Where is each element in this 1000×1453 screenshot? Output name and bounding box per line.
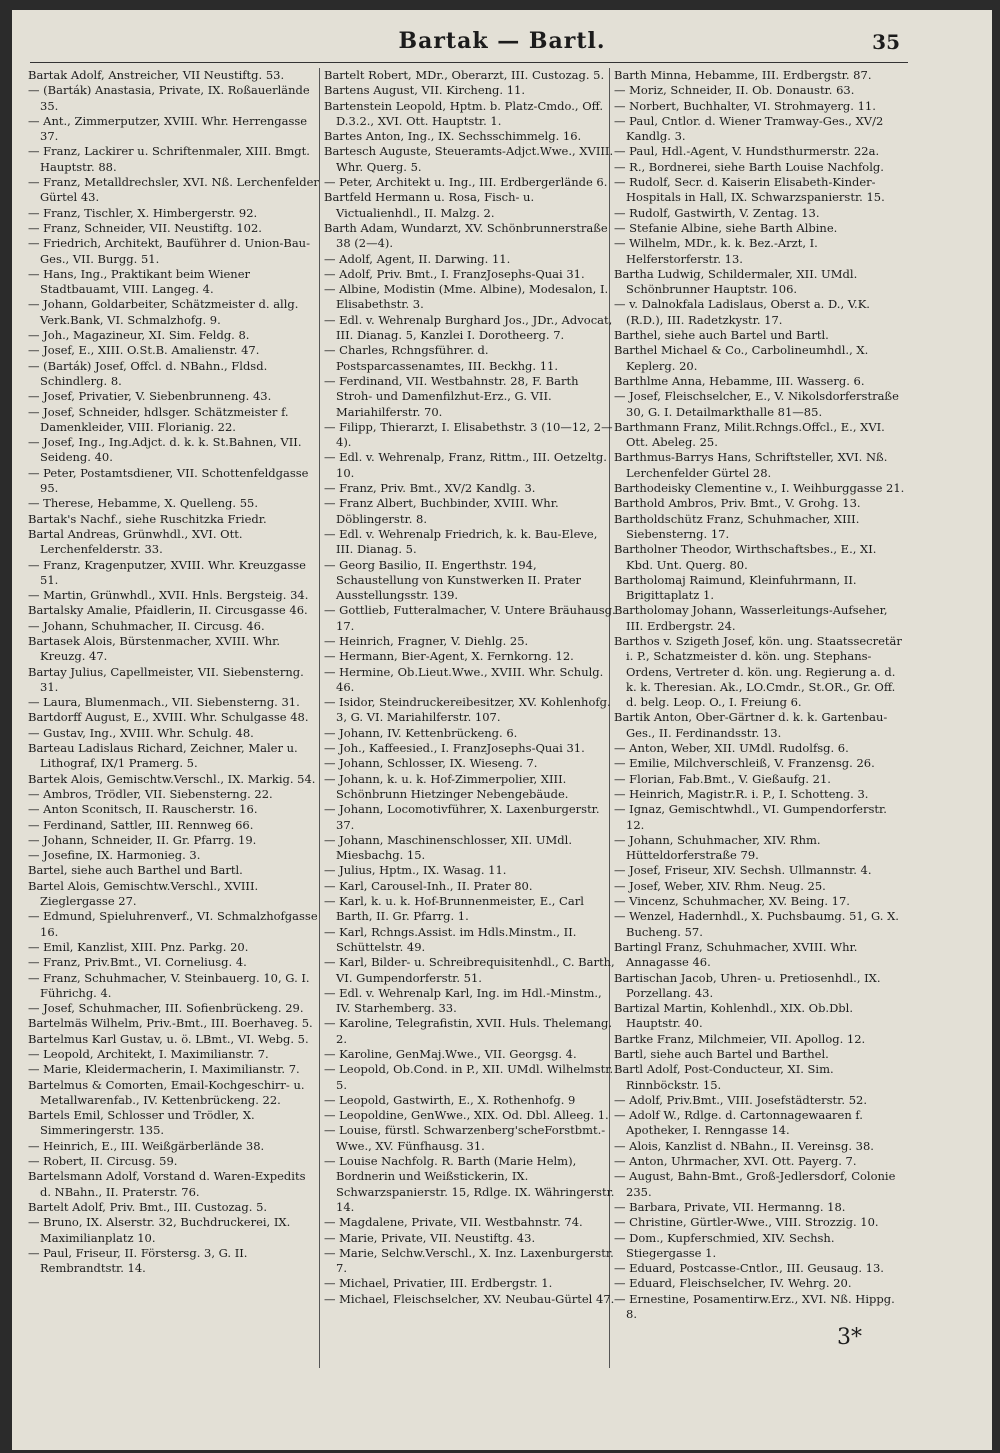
directory-entry: — Alois, Kanzlist d. NBahn., II. Vereinsg. 38. xyxy=(614,1138,874,1153)
directory-entry: — Louise Nachfolg. R. Barth (Marie Helm), Bordnerin und Weißstickerin, IX. Schwarzspanierstr. 15, Rdlge. IX. Währingerstr. 14. xyxy=(324,1154,615,1214)
directory-entry: Bartholomaj Raimund, Kleinfuhrmann, II. Brigittaplatz 1. xyxy=(614,572,857,603)
directory-entry: — Adolf W., Rdlge. d. Cartonnagewaaren f. Apotheker, I. Renngasse 14. xyxy=(614,1108,863,1138)
directory-entry: — Franz, Priv.Bmt., VI. Corneliusg. 4. xyxy=(28,955,247,970)
directory-entry: Barteau Ladislaus Richard, Zeichner, Maler u. Lithograf, IX/1 Pramerg. 5. xyxy=(28,741,298,771)
directory-entry: — Vincenz, Schuhmacher, XV. Being. 17. xyxy=(614,894,850,909)
directory-entry: — Rudolf, Secr. d. Kaiserin Elisabeth-Kinder-Hospitals in Hall, IX. Schwarzspanierstr. 15. xyxy=(614,175,885,205)
directory-entry: — Johann, Schuhmacher, II. Circusg. 46. xyxy=(28,618,265,633)
directory-entry: Barth Adam, Wundarzt, XV. Schönbrunnerstraße 38 (2—4). xyxy=(324,220,608,251)
directory-entry: Barthmus-Barrys Hans, Schriftsteller, XVI. Nß. Lerchenfelder Gürtel 28. xyxy=(614,450,888,480)
column-left xyxy=(28,68,320,1368)
directory-entry: — Hermine, Ob.Lieut.Wwe., XVIII. Whr. Schulg. 46. xyxy=(324,664,604,694)
directory-entry: — Isidor, Steindruckereibesitzer, XV. Kohlenhofg. 3, G. VI. Mariahilferstr. 107. xyxy=(324,695,611,725)
directory-entry: — Josef, Weber, XIV. Rhm. Neug. 25. xyxy=(614,878,826,893)
directory-entry: — Julius, Hptm., IX. Wasag. 11. xyxy=(324,863,507,878)
directory-entry: — Edl. v. Wehrenalp Friedrich, k. k. Bau-Eleve, III. Dianag. 5. xyxy=(324,526,598,557)
directory-entry: — Emilie, Milchverschleiß, V. Franzensg. 26. xyxy=(614,756,875,771)
directory-entry: Bartalsky Amalie, Pfaidlerin, II. Circusgasse 46. xyxy=(28,603,308,618)
directory-entry: — Therese, Hebamme, X. Quelleng. 55. xyxy=(28,496,259,511)
directory-entry: — Karl, k. u. k. Hof-Brunnenmeister, E., Carl Barth, II. Gr. Pfarrg. 1. xyxy=(324,894,584,924)
directory-entry: — Josef, Schuhmacher, III. Sofienbrückeng. 29. xyxy=(28,1001,304,1016)
directory-entry: — Josef, Ing., Ing.Adjct. d. k. k. St.Bahnen, VII. Seideng. 40. xyxy=(28,435,302,465)
directory-entry: Bartes Anton, Ing., IX. Sechsschimmelg. 16. xyxy=(324,129,582,144)
directory-entry: — Johann, Goldarbeiter, Schätzmeister d. allg. Verk.Bank, VI. Schmalzhofg. 9. xyxy=(28,297,299,327)
header-rule xyxy=(30,62,908,63)
directory-entry: Bartizal Martin, Kohlenhdl., XIX. Ob.Dbl. Hauptstr. 40. xyxy=(614,1001,854,1031)
directory-entry: Bartel, siehe auch Barthel und Bartl. xyxy=(28,863,243,878)
directory-entry: — (Barták) Josef, Offcl. d. NBahn., Fldsd. Schindlerg. 8. xyxy=(28,358,268,388)
running-head: Bartak — Bartl. xyxy=(398,28,606,54)
directory-entry: Barthel, siehe auch Bartel und Bartl. xyxy=(614,328,829,343)
directory-page xyxy=(12,10,992,1450)
directory-entry: Barthodeisky Clementine v., I. Weihburggasse 21. xyxy=(614,481,905,496)
directory-entry: — Leopold, Ob.Cond. in P., XII. UMdl. Wilhelmstr. 5. xyxy=(324,1062,614,1092)
directory-entry: — Dom., Kupferschmied, XIV. Sechsh. Stiegergasse 1. xyxy=(614,1230,835,1260)
directory-entry: Barthold Ambros, Priv. Bmt., V. Grohg. 13. xyxy=(614,496,861,511)
directory-entry: Barthmann Franz, Milit.Rchngs.Offcl., E., XVI. Ott. Abeleg. 25. xyxy=(614,419,885,450)
directory-entry: — Edmund, Spieluhrenverf., VI. Schmalzhofgasse 16. xyxy=(28,909,318,939)
directory-entry: — (Barták) Anastasia, Private, IX. Roßauerlände 35. xyxy=(28,83,310,113)
directory-entry: — Filipp, Thierarzt, I. Elisabethstr. 3 (10—12, 2—4). xyxy=(324,419,613,450)
column-right xyxy=(614,68,906,1368)
directory-entry: — Marie, Private, VII. Neustiftg. 43. xyxy=(324,1230,536,1245)
directory-entry: — Josef, Privatier, V. Siebenbrunneng. 43. xyxy=(28,389,272,404)
directory-entry: Bartenstein Leopold, Hptm. b. Platz-Cmdo., Off. D.3.2., XVI. Ott. Hauptstr. 1. xyxy=(324,98,604,128)
directory-entry: — Franz, Priv. Bmt., XV/2 Kandlg. 3. xyxy=(324,481,536,496)
directory-entry: Bartels Emil, Schlosser und Trödler, X. Simmeringerstr. 135. xyxy=(28,1108,255,1138)
directory-entry: — Friedrich, Architekt, Bauführer d. Union-Bau-Ges., VII. Burgg. 51. xyxy=(28,236,310,266)
directory-entry: Bartak's Nachf., siehe Ruschitzka Friedr. xyxy=(28,511,267,526)
directory-entry: — Charles, Rchngsführer. d. Postsparcassenamtes, III. Beckhg. 11. xyxy=(324,343,559,373)
directory-entry: Bartelmäs Wilhelm, Priv.-Bmt., III. Boerhaveg. 5. xyxy=(28,1016,313,1031)
directory-entry: Bartholdschütz Franz, Schuhmacher, XIII. Siebensterng. 17. xyxy=(614,511,860,541)
directory-entry: — Johann, Schuhmacher, XIV. Rhm. Hütteldorferstraße 79. xyxy=(614,832,821,863)
directory-entry: — Anton, Uhrmacher, XVI. Ott. Payerg. 7. xyxy=(614,1154,857,1169)
directory-entry: Bartelt Robert, MDr., Oberarzt, III. Custozag. 5. xyxy=(324,68,605,82)
directory-entry: — Martin, Grünwhdl., XVII. Hnls. Bergsteig. 34. xyxy=(28,588,309,603)
directory-entry: — Louise, fürstl. Schwarzenberg'scheForstbmt.-Wwe., XV. Fünfhausg. 31. xyxy=(324,1123,606,1153)
directory-entry: — Peter, Postamtsdiener, VII. Schottenfeldgasse 95. xyxy=(28,465,309,496)
directory-entry: — Edl. v. Wehrenalp Karl, Ing. im Hdl.-Minstm., IV. Starhemberg. 33. xyxy=(324,985,602,1016)
directory-entry: — Florian, Fab.Bmt., V. Gießaufg. 21. xyxy=(614,771,831,786)
directory-entry: Bartasek Alois, Bürstenmacher, XVIII. Whr. Kreuzg. 47. xyxy=(28,633,281,664)
directory-entry: — Franz, Schneider, VII. Neustiftg. 102. xyxy=(28,220,262,235)
directory-entry: — Josef, E., XIII. O.St.B. Amalienstr. 47. xyxy=(28,343,260,358)
directory-entry: Bartens August, VII. Kircheng. 11. xyxy=(324,83,525,98)
directory-entry: — Paul, Friseur, II. Förstersg. 3, G. II. Rembrandtstr. 14. xyxy=(28,1245,248,1276)
directory-entry: Bartik Anton, Ober-Gärtner d. k. k. Gartenbau-Ges., II. Ferdinandsstr. 13. xyxy=(614,710,888,740)
directory-entry: — Wilhelm, MDr., k. k. Bez.-Arzt, I. Helferstorferstr. 13. xyxy=(614,236,818,266)
directory-entry: — Michael, Privatier, III. Erdbergstr. 1. xyxy=(324,1276,553,1291)
directory-entry: — Leopold, Gastwirth, E., X. Rothenhofg. 9 xyxy=(324,1092,576,1107)
directory-entry: — Heinrich, Fragner, V. Diehlg. 25. xyxy=(324,633,529,648)
directory-entry: — Leopoldine, GenWwe., XIX. Od. Dbl. Alleeg. 1. xyxy=(324,1108,609,1123)
directory-entry: — Albine, Modistin (Mme. Albine), Modesalon, I. Elisabethstr. 3. xyxy=(324,282,609,312)
directory-entry: — Moriz, Schneider, II. Ob. Donaustr. 63. xyxy=(614,83,855,98)
directory-entry: — Edl. v. Wehrenalp Burghard Jos., JDr., Advocat, III. Dianag. 5, Kanzlei I. Dorotheerg. 7. xyxy=(324,312,613,343)
directory-entry: — Joh., Magazineur, XI. Sim. Feldg. 8. xyxy=(28,328,250,343)
directory-entry: — August, Bahn-Bmt., Groß-Jedlersdorf, Colonie 235. xyxy=(614,1169,896,1199)
directory-entry: Bartingl Franz, Schuhmacher, XVIII. Whr. Annagasse 46. xyxy=(614,939,858,970)
directory-entry: Bartel Alois, Gemischtw.Verschl., XVIII. Zieglergasse 27. xyxy=(28,878,259,909)
directory-entry: — Christine, Gürtler-Wwe., VIII. Strozzig. 10. xyxy=(614,1215,879,1230)
directory-entry: — Wenzel, Hadernhdl., X. Puchsbaumg. 51, G. X. Bucheng. 57. xyxy=(614,909,899,939)
directory-entry: Bartelt Adolf, Priv. Bmt., III. Custozag. 5. xyxy=(28,1199,268,1214)
directory-entry: — Ant., Zimmerputzer, XVIII. Whr. Herrengasse 37. xyxy=(28,113,308,144)
directory-entry: — Hans, Ing., Praktikant beim Wiener Stadtbauamt, VIII. Langeg. 4. xyxy=(28,266,251,297)
directory-entry: Barth Minna, Hebamme, III. Erdbergstr. 87. xyxy=(614,68,872,82)
directory-entry: Bartfeld Hermann u. Rosa, Fisch- u. Victualienhdl., II. Malzg. 2. xyxy=(324,190,535,220)
directory-entry: — Hermann, Bier-Agent, X. Fernkorng. 12. xyxy=(324,649,574,664)
directory-entry: — Rudolf, Gastwirth, V. Zentag. 13. xyxy=(614,205,820,220)
page-number: 35 xyxy=(872,30,900,54)
directory-entry: — Adolf, Priv. Bmt., I. FranzJosephs-Quai 31. xyxy=(324,266,585,281)
directory-entry: Bartek Alois, Gemischtw.Verschl., IX. Markig. 54. xyxy=(28,771,316,786)
directory-entry: — Joh., Kaffeesied., I. FranzJosephs-Quai 31. xyxy=(324,741,585,756)
directory-entry: — Gottlieb, Futteralmacher, V. Untere Bräuhausg. 17. xyxy=(324,603,616,633)
directory-entry: — Ernestine, Posamentirw.Erz., XVI. Nß. Hippg. 8. xyxy=(614,1291,895,1322)
directory-entry: — Heinrich, Magistr.R. i. P., I. Schotteng. 3. xyxy=(614,786,869,801)
directory-entry: — Anton, Weber, XII. UMdl. Rudolfsg. 6. xyxy=(614,741,849,756)
directory-entry: — Franz, Tischler, X. Himbergerstr. 92. xyxy=(28,205,258,220)
directory-entry: Bartholner Theodor, Wirthschaftsbes., E., XI. Kbd. Unt. Querg. 80. xyxy=(614,542,877,572)
directory-entry: — Barbara, Private, VII. Hermanng. 18. xyxy=(614,1199,846,1214)
directory-entry: — Heinrich, E., III. Weißgärberlände 38. xyxy=(28,1138,265,1153)
directory-entry: — Johann, Schlosser, IX. Wieseng. 7. xyxy=(324,756,538,771)
directory-entry: — Josef, Schneider, hdlsger. Schätzmeister f. Damenkleider, VIII. Florianig. 22. xyxy=(28,404,289,434)
directory-entry: — Michael, Fleischselcher, XV. Neubau-Gürtel 47. xyxy=(324,1291,615,1306)
page-header xyxy=(12,28,992,62)
directory-entry: — Norbert, Buchhalter, VI. Strohmayerg. 11. xyxy=(614,98,876,113)
directory-entry: — Karl, Bilder- u. Schreibrequisitenhdl., C. Barth, VI. Gumpendorferstr. 51. xyxy=(324,955,615,985)
directory-entry: — Ignaz, Gemischtwhdl., VI. Gumpendorferstr. 12. xyxy=(614,802,887,832)
directory-entry: Bartelmus & Comorten, Email-Kochgeschirr- u. Metallwarenfab., IV. Kettenbrückeng. 22. xyxy=(28,1077,305,1107)
directory-entry: Bartha Ludwig, Schildermaler, XII. UMdl. Schönbrunner Hauptstr. 106. xyxy=(614,266,858,297)
directory-entry: Barthlme Anna, Hebamme, III. Wasserg. 6. xyxy=(614,373,865,388)
directory-entry: — Paul, Hdl.-Agent, V. Hundsthurmerstr. 22a. xyxy=(614,144,880,159)
directory-entry: — Magdalene, Private, VII. Westbahnstr. 74. xyxy=(324,1215,583,1230)
directory-entry: Bartholomay Johann, Wasserleitungs-Aufseher, III. Erdbergstr. 24. xyxy=(614,603,888,633)
directory-entry: — Eduard, Postcasse-Cntlor., III. Geusaug. 13. xyxy=(614,1261,884,1276)
directory-entry: — v. Dalnokfala Ladislaus, Oberst a. D., V.K. (R.D.), III. Radetzkystr. 17. xyxy=(614,297,870,327)
directory-entry: — Karl, Rchngs.Assist. im Hdls.Minstm., II. Schüttelstr. 49. xyxy=(324,924,577,954)
column-middle xyxy=(324,68,616,1368)
directory-entry: — Edl. v. Wehrenalp, Franz, Rittm., III. Oetzeltg. 10. xyxy=(324,450,607,480)
directory-entry: — Adolf, Agent, II. Darwing. 11. xyxy=(324,251,511,266)
directory-entry: — Robert, II. Circusg. 59. xyxy=(28,1154,178,1169)
directory-entry: Bartl, siehe auch Bartel und Barthel. xyxy=(614,1047,829,1061)
directory-entry: Bartelsmann Adolf, Vorstand d. Waren-Expedits d. NBahn., II. Praterstr. 76. xyxy=(28,1169,306,1199)
directory-entry: — Johann, k. u. k. Hof-Zimmerpolier, XIII. Schönbrunn Hietzinger Nebengebäude. xyxy=(324,771,569,801)
directory-entry: Bartal Andreas, Grünwhdl., XVI. Ott. Lerchenfelderstr. 33. xyxy=(28,526,243,557)
directory-entry: Bartak Adolf, Anstreicher, VII Neustiftg. 53. xyxy=(28,68,285,82)
directory-entry: — Franz, Metalldrechsler, XVI. Nß. Lerchenfelder Gürtel 43. xyxy=(28,175,319,205)
directory-entry: — Franz Albert, Buchbinder, XVIII. Whr. Döblingerstr. 8. xyxy=(324,496,559,526)
directory-entry: Barthos v. Szigeth Josef, kön. ung. Staatssecretär i. P., Schatzmeister d. kön. ung. Stephans-Ordens, Vertreter d. kön. ung. Regierung a. d. k. k. Theresian. Ak., LO.Cmdr., St.OR., Gr. Off. d. belg. Leop. O., I. Freiung 6. xyxy=(614,633,902,710)
directory-entry: — Peter, Architekt u. Ing., III. Erdbergerlände 6. xyxy=(324,175,608,190)
directory-entry: — Marie, Kleidermacherin, I. Maximilianstr. 7. xyxy=(28,1062,300,1077)
directory-entry: — Karoline, GenMaj.Wwe., VII. Georgsg. 4. xyxy=(324,1047,577,1061)
directory-entry: Bartischan Jacob, Uhren- u. Pretiosenhdl., IX. Porzellang. 43. xyxy=(614,970,881,1000)
directory-entry: — Karl, Carousel-Inh., II. Prater 80. xyxy=(324,878,533,893)
directory-entry: — Georg Basilio, II. Engerthstr. 194, Schaustellung von Kunstwerken II. Prater Ausstellungsstr. 139. xyxy=(324,557,582,603)
directory-entry: — Laura, Blumenmach., VII. Siebensterng. 31. xyxy=(28,695,300,710)
directory-entry: Bartelmus Karl Gustav, u. ö. LBmt., VI. Webg. 5. xyxy=(28,1031,309,1046)
printer-signature: 3* xyxy=(837,1325,862,1350)
directory-entry: — Johann, Locomotivführer, X. Laxenburgerstr. 37. xyxy=(324,802,600,832)
directory-entry: — Johann, Maschinenschlosser, XII. UMdl. Miesbachg. 15. xyxy=(324,832,573,863)
directory-entry: Bartke Franz, Milchmeier, VII. Apollog. 12. xyxy=(614,1031,866,1046)
directory-entry: — Marie, Selchw.Verschl., X. Inz. Laxenburgerstr. 7. xyxy=(324,1245,614,1276)
directory-entry: — Josef, Friseur, XIV. Sechsh. Ullmannstr. 4. xyxy=(614,863,872,878)
directory-entry: — Ferdinand, VII. Westbahnstr. 28, F. Barth Stroh- und Damenfilzhut-Erz., G. VII. Mariahilferstr. 70. xyxy=(324,373,579,419)
directory-entry: — Leopold, Architekt, I. Maximilianstr. 7. xyxy=(28,1047,269,1061)
directory-entry: — Johann, IV. Kettenbrückeng. 6. xyxy=(324,725,518,740)
directory-entry: — Franz, Lackirer u. Schriftenmaler, XIII. Bmgt. Hauptstr. 88. xyxy=(28,144,310,174)
directory-entry: — R., Bordnerei, siehe Barth Louise Nachfolg. xyxy=(614,159,884,174)
directory-entry: — Franz, Kragenputzer, XVIII. Whr. Kreuzgasse 51. xyxy=(28,557,306,587)
directory-entry: Bartdorff August, E., XVIII. Whr. Schulgasse 48. xyxy=(28,710,309,725)
directory-entry: — Ambros, Trödler, VII. Siebensterng. 22. xyxy=(28,786,273,801)
directory-entry: — Bruno, IX. Alserstr. 32, Buchdruckerei, IX. Maximilianplatz 10. xyxy=(28,1215,291,1245)
directory-entry: — Gustav, Ing., XVIII. Whr. Schulg. 48. xyxy=(28,725,254,740)
directory-entry: — Josef, Fleischselcher, E., V. Nikolsdorferstraße 30, G. I. Detailmarkthalle 81—85. xyxy=(614,389,899,419)
directory-entry: — Eduard, Fleischselcher, IV. Wehrg. 20. xyxy=(614,1276,852,1291)
directory-entry: Bartay Julius, Capellmeister, VII. Siebensterng. 31. xyxy=(28,664,304,694)
directory-entry: — Anton Sconitsch, II. Rauscherstr. 16. xyxy=(28,802,258,817)
directory-entry: — Johann, Schneider, II. Gr. Pfarrg. 19. xyxy=(28,832,257,847)
directory-entry: — Josefine, IX. Harmonieg. 3. xyxy=(28,848,201,863)
directory-entry: — Adolf, Priv.Bmt., VIII. Josefstädterstr. 52. xyxy=(614,1092,867,1107)
directory-entry: Barthel Michael & Co., Carbolineumhdl., X. Keplerg. 20. xyxy=(614,343,869,373)
directory-entry: — Franz, Schuhmacher, V. Steinbauerg. 10, G. I. Führichg. 4. xyxy=(28,970,310,1000)
directory-entry: Bartesch Auguste, Steueramts-Adjct.Wwe., XVIII. Whr. Querg. 5. xyxy=(324,144,614,174)
directory-entry: — Emil, Kanzlist, XIII. Pnz. Parkg. 20. xyxy=(28,939,249,954)
directory-entry: — Paul, Cntlor. d. Wiener Tramway-Ges., XV/2 Kandlg. 3. xyxy=(614,113,884,144)
directory-entry: — Karoline, Telegrafistin, XVII. Huls. Thelemang. 2. xyxy=(324,1016,613,1046)
directory-entry: — Ferdinand, Sattler, III. Rennweg 66. xyxy=(28,817,254,832)
directory-entry: Bartl Adolf, Post-Conducteur, XI. Sim. Rinnböckstr. 15. xyxy=(614,1062,834,1092)
directory-entry: — Stefanie Albine, siehe Barth Albine. xyxy=(614,220,838,235)
